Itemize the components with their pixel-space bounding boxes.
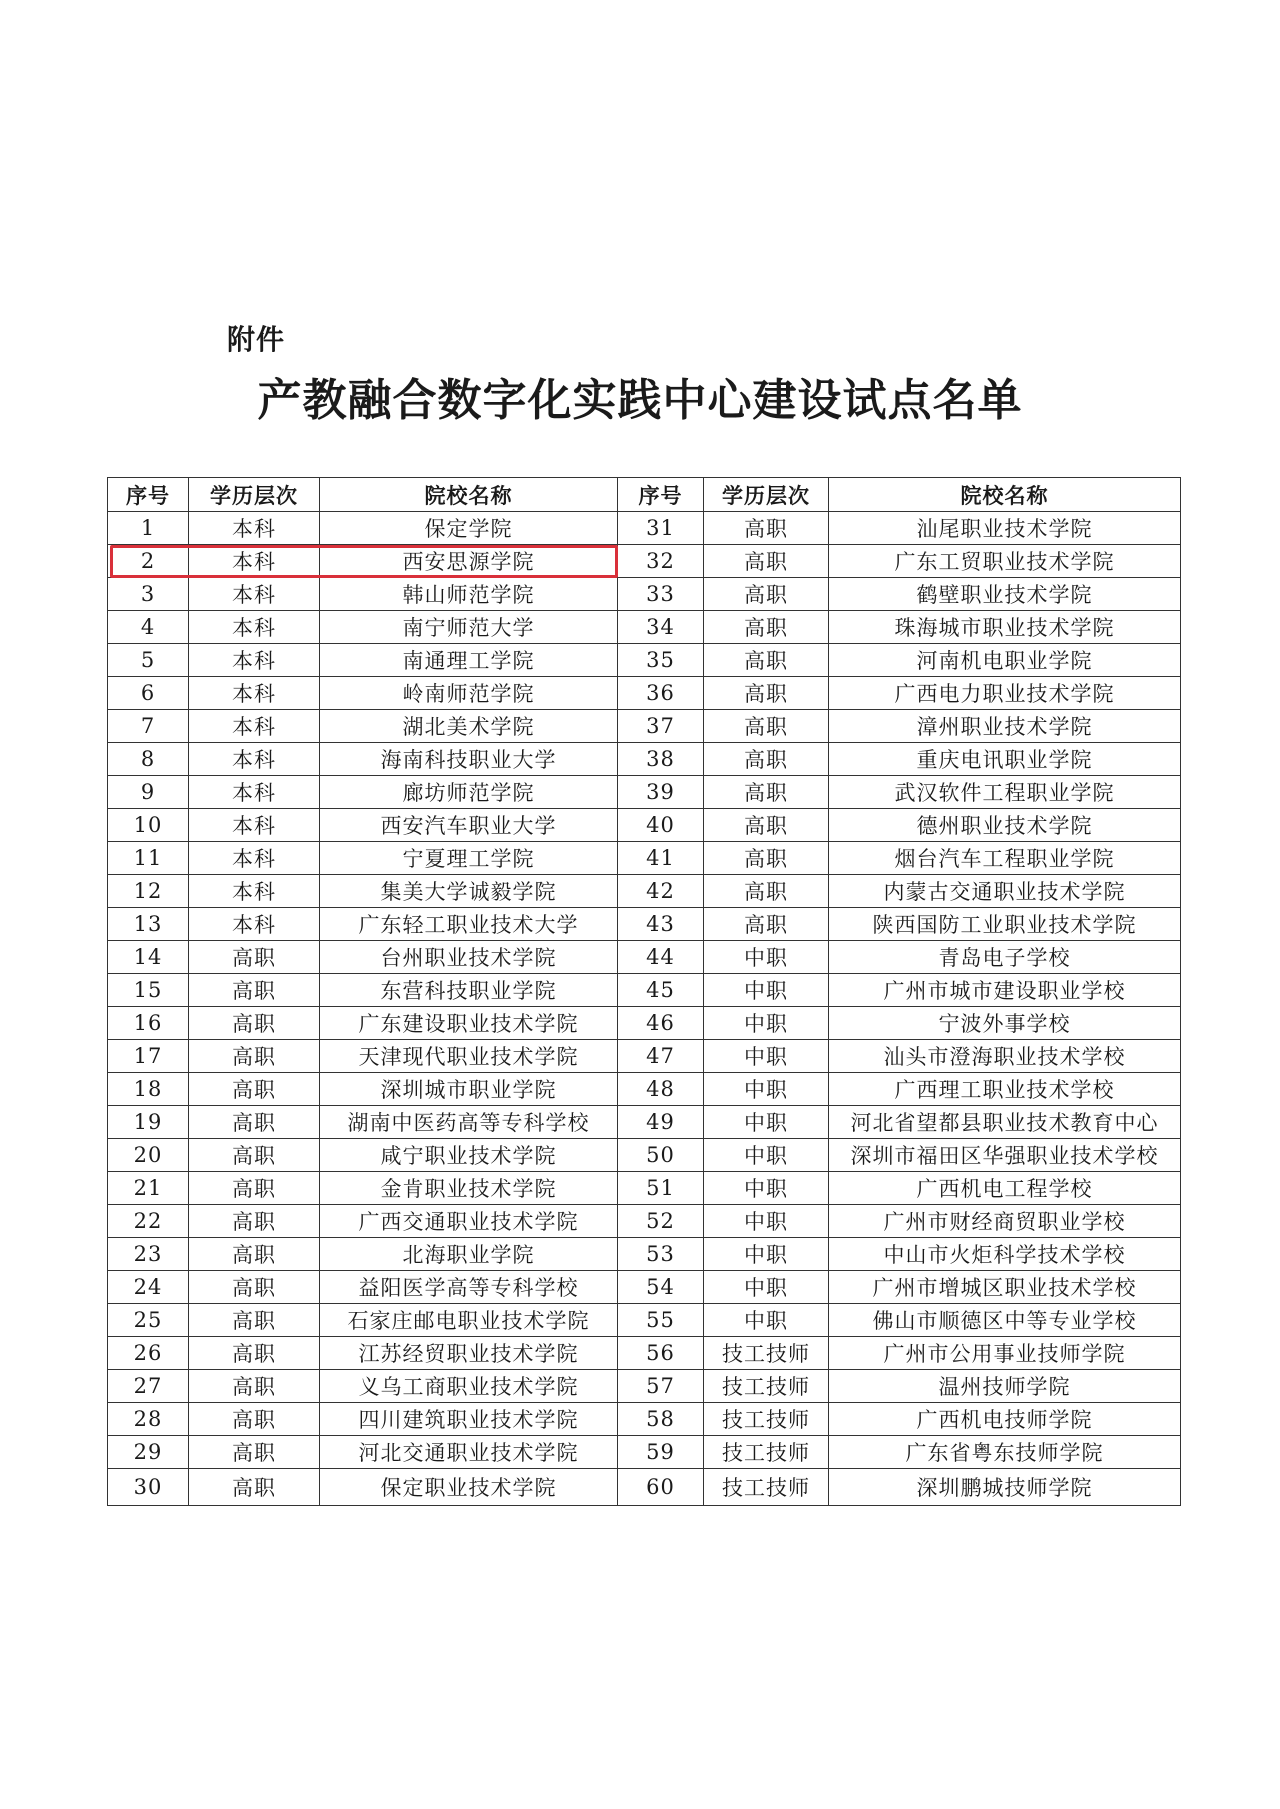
- right-school-cell: 河南机电职业学院: [829, 644, 1181, 677]
- table-row: [108, 1007, 1181, 1040]
- table-row: [108, 1172, 1181, 1205]
- left-level-cell: 高职: [189, 1106, 320, 1139]
- left-number-cell: 2: [108, 545, 189, 578]
- left-number-cell: 3: [108, 578, 189, 611]
- right-level-cell: 中职: [704, 1172, 829, 1205]
- left-level-cell: 本科: [189, 908, 320, 941]
- left-school-cell: 四川建筑职业技术学院: [320, 1403, 618, 1436]
- right-school-cell: 德州职业技术学院: [829, 809, 1181, 842]
- right-level-cell: 技工技师: [704, 1337, 829, 1370]
- attachment-label: 附件: [227, 323, 286, 356]
- right-level-cell: 高职: [704, 875, 829, 908]
- right-level-cell: 中职: [704, 1271, 829, 1304]
- left-level-cell: 本科: [189, 875, 320, 908]
- table-row: [108, 644, 1181, 677]
- left-number-cell: 18: [108, 1073, 189, 1106]
- left-number-cell: 10: [108, 809, 189, 842]
- left-level-cell: 本科: [189, 644, 320, 677]
- header-level-left: 学历层次: [189, 478, 320, 512]
- table-row: [108, 1106, 1181, 1139]
- left-school-cell: 岭南师范学院: [320, 677, 618, 710]
- table-row: [108, 1238, 1181, 1271]
- left-level-cell: 高职: [189, 1007, 320, 1040]
- table-row: [108, 1205, 1181, 1238]
- table-row: [108, 809, 1181, 842]
- left-school-cell: 天津现代职业技术学院: [320, 1040, 618, 1073]
- right-school-cell: 武汉软件工程职业学院: [829, 776, 1181, 809]
- right-number-cell: 32: [618, 545, 704, 578]
- header-school-left: 院校名称: [320, 478, 618, 512]
- right-school-cell: 内蒙古交通职业技术学院: [829, 875, 1181, 908]
- right-number-cell: 54: [618, 1271, 704, 1304]
- right-level-cell: 高职: [704, 710, 829, 743]
- table-row: [108, 875, 1181, 908]
- right-school-cell: 广东工贸职业技术学院: [829, 545, 1181, 578]
- left-level-cell: 高职: [189, 941, 320, 974]
- right-school-cell: 广州市财经商贸职业学校: [829, 1205, 1181, 1238]
- left-level-cell: 本科: [189, 743, 320, 776]
- right-school-cell: 河北省望都县职业技术教育中心: [829, 1106, 1181, 1139]
- right-level-cell: 中职: [704, 1007, 829, 1040]
- left-level-cell: 本科: [189, 776, 320, 809]
- right-school-cell: 广西电力职业技术学院: [829, 677, 1181, 710]
- left-level-cell: 高职: [189, 974, 320, 1007]
- right-number-cell: 59: [618, 1436, 704, 1469]
- left-level-cell: 高职: [189, 1370, 320, 1403]
- left-level-cell: 高职: [189, 1040, 320, 1073]
- left-number-cell: 26: [108, 1337, 189, 1370]
- right-level-cell: 技工技师: [704, 1403, 829, 1436]
- left-level-cell: 高职: [189, 1238, 320, 1271]
- table-row: [108, 512, 1181, 545]
- left-number-cell: 19: [108, 1106, 189, 1139]
- right-school-cell: 深圳市福田区华强职业技术学校: [829, 1139, 1181, 1172]
- right-school-cell: 汕尾职业技术学院: [829, 512, 1181, 545]
- right-number-cell: 56: [618, 1337, 704, 1370]
- right-school-cell: 温州技师学院: [829, 1370, 1181, 1403]
- right-level-cell: 高职: [704, 908, 829, 941]
- left-school-cell: 台州职业技术学院: [320, 941, 618, 974]
- right-school-cell: 青岛电子学校: [829, 941, 1181, 974]
- right-school-cell: 珠海城市职业技术学院: [829, 611, 1181, 644]
- table-row: [108, 1139, 1181, 1172]
- table-row: [108, 1304, 1181, 1337]
- left-school-cell: 金肯职业技术学院: [320, 1172, 618, 1205]
- right-school-cell: 烟台汽车工程职业学院: [829, 842, 1181, 875]
- table-row: [108, 545, 1181, 578]
- right-school-cell: 鹤壁职业技术学院: [829, 578, 1181, 611]
- right-school-cell: 广西机电工程学校: [829, 1172, 1181, 1205]
- header-level-right: 学历层次: [704, 478, 829, 512]
- left-school-cell: 益阳医学高等专科学校: [320, 1271, 618, 1304]
- right-number-cell: 55: [618, 1304, 704, 1337]
- left-school-cell: 咸宁职业技术学院: [320, 1139, 618, 1172]
- right-number-cell: 49: [618, 1106, 704, 1139]
- table-row: [108, 677, 1181, 710]
- left-level-cell: 本科: [189, 578, 320, 611]
- left-level-cell: 高职: [189, 1271, 320, 1304]
- left-level-cell: 高职: [189, 1436, 320, 1469]
- table-row: [108, 710, 1181, 743]
- right-level-cell: 高职: [704, 743, 829, 776]
- left-school-cell: 保定职业技术学院: [320, 1469, 618, 1506]
- right-level-cell: 中职: [704, 1238, 829, 1271]
- left-school-cell: 北海职业学院: [320, 1238, 618, 1271]
- right-number-cell: 51: [618, 1172, 704, 1205]
- left-level-cell: 本科: [189, 512, 320, 545]
- table-row: [108, 1073, 1181, 1106]
- table-row: [108, 842, 1181, 875]
- right-school-cell: 重庆电讯职业学院: [829, 743, 1181, 776]
- left-number-cell: 6: [108, 677, 189, 710]
- left-level-cell: 高职: [189, 1205, 320, 1238]
- right-school-cell: 广西机电技师学院: [829, 1403, 1181, 1436]
- left-school-cell: 广东建设职业技术学院: [320, 1007, 618, 1040]
- left-number-cell: 1: [108, 512, 189, 545]
- left-school-cell: 湖北美术学院: [320, 710, 618, 743]
- table-row: [108, 1469, 1181, 1506]
- right-school-cell: 深圳鹏城技师学院: [829, 1469, 1181, 1506]
- pilot-list-table: [107, 477, 1181, 1506]
- left-school-cell: 集美大学诚毅学院: [320, 875, 618, 908]
- left-number-cell: 23: [108, 1238, 189, 1271]
- right-level-cell: 高职: [704, 644, 829, 677]
- left-level-cell: 高职: [189, 1403, 320, 1436]
- left-school-cell: 河北交通职业技术学院: [320, 1436, 618, 1469]
- left-number-cell: 4: [108, 611, 189, 644]
- right-number-cell: 35: [618, 644, 704, 677]
- right-number-cell: 41: [618, 842, 704, 875]
- right-number-cell: 57: [618, 1370, 704, 1403]
- table-row: [108, 941, 1181, 974]
- left-level-cell: 高职: [189, 1469, 320, 1506]
- left-number-cell: 12: [108, 875, 189, 908]
- left-school-cell: 海南科技职业大学: [320, 743, 618, 776]
- left-number-cell: 11: [108, 842, 189, 875]
- right-level-cell: 中职: [704, 941, 829, 974]
- right-school-cell: 陕西国防工业职业技术学院: [829, 908, 1181, 941]
- left-number-cell: 14: [108, 941, 189, 974]
- left-level-cell: 本科: [189, 809, 320, 842]
- right-level-cell: 中职: [704, 1106, 829, 1139]
- right-number-cell: 60: [618, 1469, 704, 1506]
- left-number-cell: 24: [108, 1271, 189, 1304]
- table-row: [108, 1403, 1181, 1436]
- left-level-cell: 本科: [189, 710, 320, 743]
- left-school-cell: 东营科技职业学院: [320, 974, 618, 1007]
- right-school-cell: 广东省粤东技师学院: [829, 1436, 1181, 1469]
- left-number-cell: 17: [108, 1040, 189, 1073]
- left-level-cell: 本科: [189, 545, 320, 578]
- right-level-cell: 中职: [704, 1040, 829, 1073]
- right-number-cell: 38: [618, 743, 704, 776]
- left-school-cell: 南通理工学院: [320, 644, 618, 677]
- right-number-cell: 53: [618, 1238, 704, 1271]
- left-school-cell: 江苏经贸职业技术学院: [320, 1337, 618, 1370]
- right-number-cell: 31: [618, 512, 704, 545]
- table-row: [108, 578, 1181, 611]
- left-number-cell: 13: [108, 908, 189, 941]
- header-number-left: 序号: [108, 478, 189, 512]
- right-school-cell: 广州市增城区职业技术学校: [829, 1271, 1181, 1304]
- right-level-cell: 中职: [704, 1205, 829, 1238]
- right-level-cell: 高职: [704, 776, 829, 809]
- left-number-cell: 25: [108, 1304, 189, 1337]
- left-school-cell: 宁夏理工学院: [320, 842, 618, 875]
- right-school-cell: 汕头市澄海职业技术学校: [829, 1040, 1181, 1073]
- left-level-cell: 高职: [189, 1337, 320, 1370]
- right-number-cell: 52: [618, 1205, 704, 1238]
- header-number-right: 序号: [618, 478, 704, 512]
- table-row: [108, 1040, 1181, 1073]
- right-number-cell: 33: [618, 578, 704, 611]
- table-row: [108, 908, 1181, 941]
- left-school-cell: 深圳城市职业学院: [320, 1073, 618, 1106]
- left-level-cell: 本科: [189, 677, 320, 710]
- right-number-cell: 50: [618, 1139, 704, 1172]
- right-school-cell: 漳州职业技术学院: [829, 710, 1181, 743]
- right-number-cell: 46: [618, 1007, 704, 1040]
- right-school-cell: 广西理工职业技术学校: [829, 1073, 1181, 1106]
- left-number-cell: 7: [108, 710, 189, 743]
- right-level-cell: 高职: [704, 611, 829, 644]
- left-number-cell: 16: [108, 1007, 189, 1040]
- table-row: [108, 611, 1181, 644]
- right-level-cell: 中职: [704, 1304, 829, 1337]
- table-row: [108, 776, 1181, 809]
- right-school-cell: 广州市公用事业技师学院: [829, 1337, 1181, 1370]
- table-body: [108, 512, 1181, 1506]
- right-number-cell: 43: [618, 908, 704, 941]
- right-number-cell: 37: [618, 710, 704, 743]
- table-row: [108, 1370, 1181, 1403]
- left-school-cell: 西安思源学院: [320, 545, 618, 578]
- left-number-cell: 9: [108, 776, 189, 809]
- table-header-row: [108, 478, 1181, 512]
- right-number-cell: 39: [618, 776, 704, 809]
- table-row: [108, 974, 1181, 1007]
- right-school-cell: 中山市火炬科学技术学校: [829, 1238, 1181, 1271]
- left-number-cell: 5: [108, 644, 189, 677]
- right-level-cell: 高职: [704, 677, 829, 710]
- left-number-cell: 30: [108, 1469, 189, 1506]
- left-school-cell: 西安汽车职业大学: [320, 809, 618, 842]
- left-school-cell: 广西交通职业技术学院: [320, 1205, 618, 1238]
- left-school-cell: 石家庄邮电职业技术学院: [320, 1304, 618, 1337]
- left-level-cell: 高职: [189, 1304, 320, 1337]
- left-number-cell: 27: [108, 1370, 189, 1403]
- left-school-cell: 义乌工商职业技术学院: [320, 1370, 618, 1403]
- right-level-cell: 技工技师: [704, 1436, 829, 1469]
- table-row: [108, 1436, 1181, 1469]
- left-level-cell: 高职: [189, 1172, 320, 1205]
- right-level-cell: 高职: [704, 842, 829, 875]
- right-number-cell: 40: [618, 809, 704, 842]
- table-row: [108, 743, 1181, 776]
- table-row: [108, 1337, 1181, 1370]
- table-row: [108, 1271, 1181, 1304]
- left-school-cell: 广东轻工职业技术大学: [320, 908, 618, 941]
- right-number-cell: 34: [618, 611, 704, 644]
- right-school-cell: 宁波外事学校: [829, 1007, 1181, 1040]
- left-school-cell: 南宁师范大学: [320, 611, 618, 644]
- left-number-cell: 20: [108, 1139, 189, 1172]
- right-level-cell: 中职: [704, 974, 829, 1007]
- left-number-cell: 22: [108, 1205, 189, 1238]
- left-number-cell: 29: [108, 1436, 189, 1469]
- left-level-cell: 本科: [189, 842, 320, 875]
- left-level-cell: 高职: [189, 1073, 320, 1106]
- left-number-cell: 21: [108, 1172, 189, 1205]
- right-school-cell: 佛山市顺德区中等专业学校: [829, 1304, 1181, 1337]
- left-number-cell: 15: [108, 974, 189, 1007]
- left-school-cell: 韩山师范学院: [320, 578, 618, 611]
- right-number-cell: 36: [618, 677, 704, 710]
- right-number-cell: 47: [618, 1040, 704, 1073]
- right-level-cell: 高职: [704, 809, 829, 842]
- left-school-cell: 湖南中医药高等专科学校: [320, 1106, 618, 1139]
- left-number-cell: 28: [108, 1403, 189, 1436]
- left-number-cell: 8: [108, 743, 189, 776]
- right-level-cell: 中职: [704, 1139, 829, 1172]
- right-number-cell: 44: [618, 941, 704, 974]
- right-level-cell: 高职: [704, 512, 829, 545]
- right-number-cell: 58: [618, 1403, 704, 1436]
- right-number-cell: 42: [618, 875, 704, 908]
- left-level-cell: 本科: [189, 611, 320, 644]
- document-title: 产教融合数字化实践中心建设试点名单: [257, 375, 1023, 426]
- left-school-cell: 保定学院: [320, 512, 618, 545]
- left-level-cell: 高职: [189, 1139, 320, 1172]
- right-level-cell: 高职: [704, 578, 829, 611]
- left-school-cell: 廊坊师范学院: [320, 776, 618, 809]
- right-level-cell: 技工技师: [704, 1370, 829, 1403]
- right-school-cell: 广州市城市建设职业学校: [829, 974, 1181, 1007]
- right-number-cell: 48: [618, 1073, 704, 1106]
- right-level-cell: 技工技师: [704, 1469, 829, 1506]
- right-number-cell: 45: [618, 974, 704, 1007]
- right-level-cell: 高职: [704, 545, 829, 578]
- header-school-right: 院校名称: [829, 478, 1181, 512]
- right-level-cell: 中职: [704, 1073, 829, 1106]
